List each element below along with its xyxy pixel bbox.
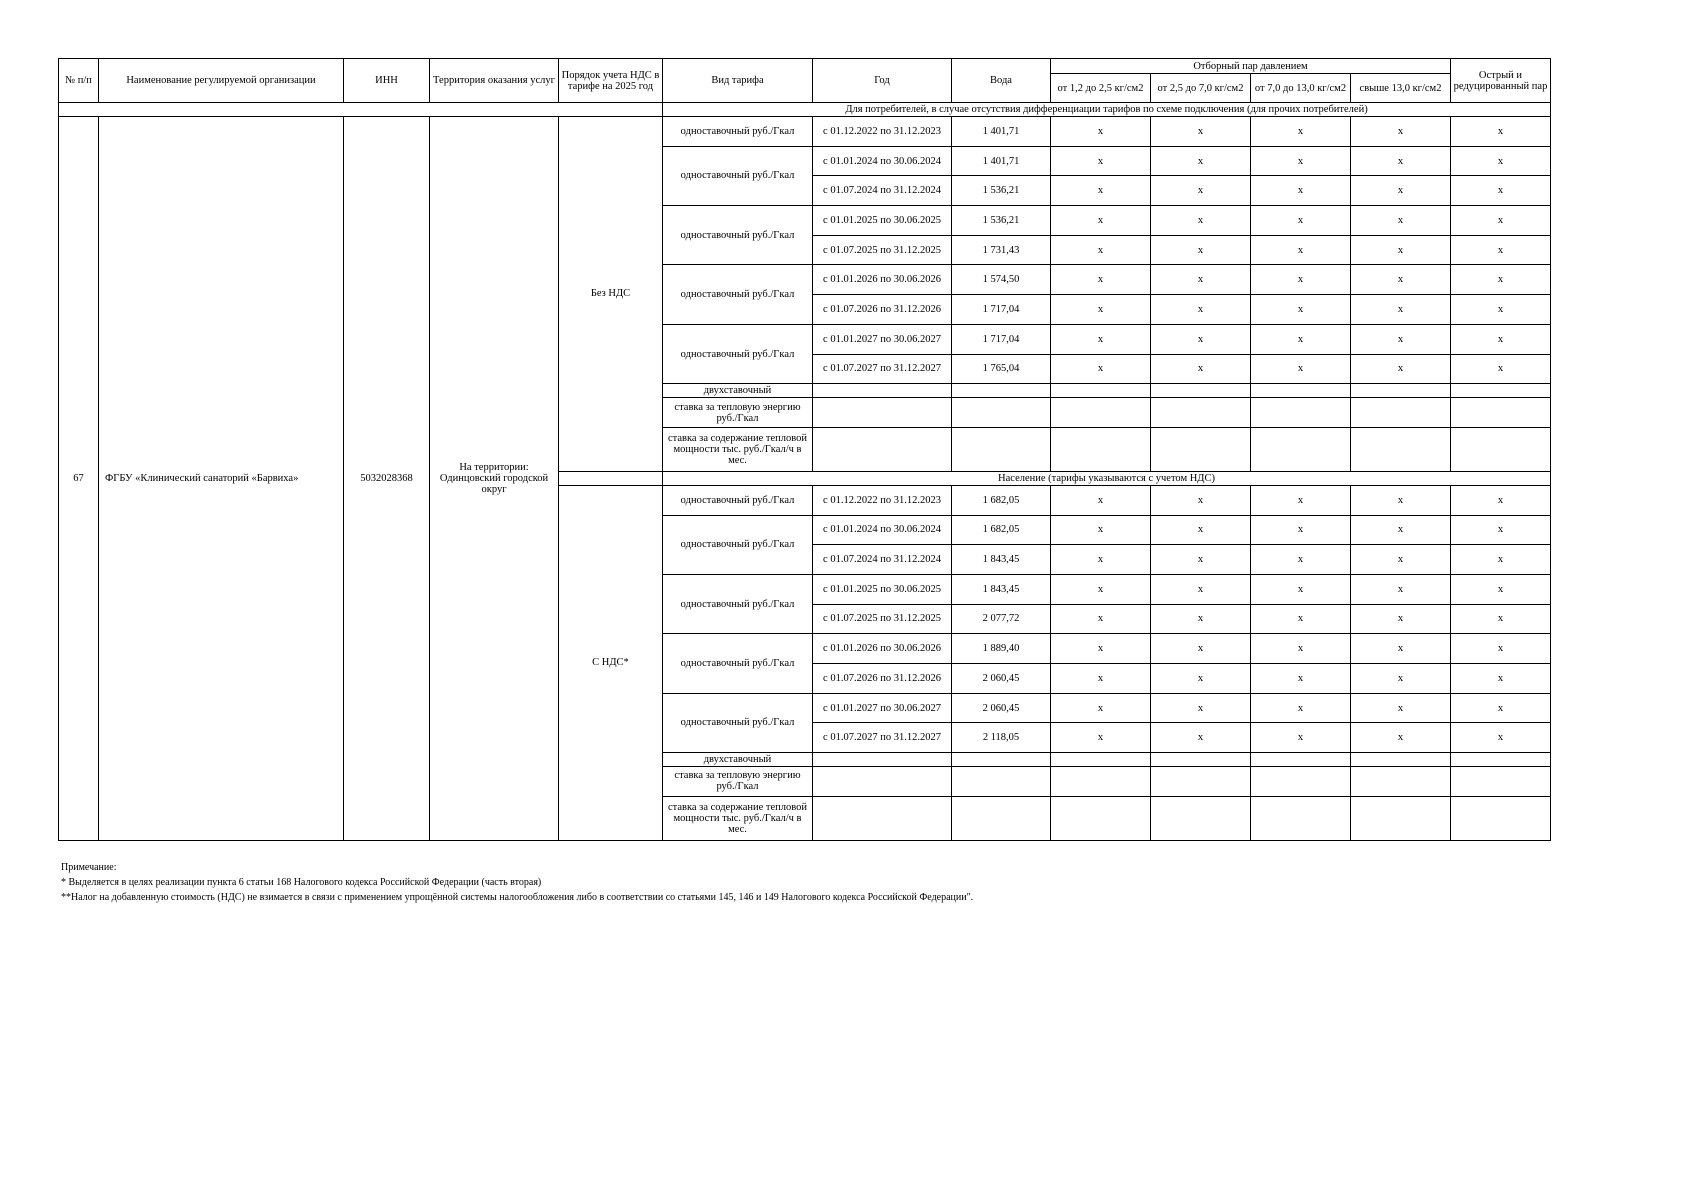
tariff-period: с 01.01.2024 по 30.06.2024 [813, 515, 952, 545]
tariff-period: с 01.07.2025 по 31.12.2025 [813, 604, 952, 634]
empty-mark-cell: x [1351, 354, 1451, 384]
tariff-water: 1 765,04 [952, 354, 1051, 384]
header-water: Вода [952, 59, 1051, 103]
empty-mark-cell: x [1251, 664, 1351, 694]
empty-mark-cell: x [1051, 604, 1151, 634]
header-steam-2: от 2,5 до 7,0 кг/см2 [1151, 74, 1251, 103]
empty-mark-cell: x [1451, 545, 1551, 575]
tariff-type: одноставочный руб./Гкал [663, 515, 813, 574]
empty-mark-cell: x [1251, 295, 1351, 325]
empty-mark-cell: x [1451, 515, 1551, 545]
empty-mark-cell: x [1151, 693, 1251, 723]
empty-cell [1251, 398, 1351, 428]
empty-mark-cell: x [1251, 515, 1351, 545]
empty-mark-cell: x [1051, 206, 1151, 236]
empty-mark-cell: x [1151, 146, 1251, 176]
empty-mark-cell: x [1151, 295, 1251, 325]
tariff-period: с 01.12.2022 по 31.12.2023 [813, 485, 952, 515]
vat-label: Без НДС [559, 117, 663, 472]
org-name: ФГБУ «Клинический санаторий «Барвиха» [99, 117, 344, 841]
notes [61, 860, 973, 905]
tariff-period: с 01.07.2024 по 31.12.2024 [813, 545, 952, 575]
empty-mark-cell: x [1151, 634, 1251, 664]
tariff-water: 2 060,45 [952, 664, 1051, 694]
tariff-water: 1 889,40 [952, 634, 1051, 664]
empty-mark-cell: x [1351, 176, 1451, 206]
empty-mark-cell: x [1351, 265, 1451, 295]
empty-mark-cell: x [1251, 206, 1351, 236]
empty-cell [1251, 753, 1351, 767]
empty-cell [952, 796, 1051, 840]
empty-cell [1451, 796, 1551, 840]
table-row [59, 103, 1551, 117]
empty-mark-cell: x [1151, 117, 1251, 147]
tariff-type: одноставочный руб./Гкал [663, 693, 813, 752]
tariff-type: одноставочный руб./Гкал [663, 485, 813, 515]
org-territory: На территории: Одинцовский городской округ [430, 117, 559, 841]
empty-mark-cell: x [1451, 604, 1551, 634]
empty-cell [813, 398, 952, 428]
blank-header-cell [59, 103, 663, 117]
empty-mark-cell: x [1451, 324, 1551, 354]
empty-mark-cell: x [1051, 295, 1151, 325]
empty-mark-cell: x [1051, 723, 1151, 753]
empty-mark-cell: x [1451, 146, 1551, 176]
tariff-type: одноставочный руб./Гкал [663, 634, 813, 693]
empty-mark-cell: x [1351, 324, 1451, 354]
tariff-water: 1 574,50 [952, 265, 1051, 295]
tariff-water: 1 536,21 [952, 206, 1051, 236]
empty-mark-cell: x [1451, 354, 1551, 384]
org-inn: 5032028368 [344, 117, 430, 841]
empty-mark-cell: x [1351, 723, 1451, 753]
tariff-water: 1 731,43 [952, 235, 1051, 265]
empty-mark-cell: x [1351, 485, 1451, 515]
header-steam-3: от 7,0 до 13,0 кг/см2 [1251, 74, 1351, 103]
empty-mark-cell: x [1451, 176, 1551, 206]
empty-mark-cell: x [1451, 664, 1551, 694]
header-year: Год [813, 59, 952, 103]
tariff-type: одноставочный руб./Гкал [663, 117, 813, 147]
header-inn: ИНН [344, 59, 430, 103]
note-1: * Выделяется в целях реализации пункта 6 статьи 168 Налогового кодекса Российской Федерации (часть вторая) [61, 877, 542, 888]
empty-mark-cell: x [1151, 664, 1251, 694]
empty-mark-cell: x [1451, 485, 1551, 515]
two-part-label: двухставочный [663, 753, 813, 767]
empty-mark-cell: x [1451, 574, 1551, 604]
empty-cell [1251, 384, 1351, 398]
tariff-water: 1 401,71 [952, 146, 1051, 176]
empty-mark-cell: x [1151, 265, 1251, 295]
tariff-period: с 01.01.2025 по 30.06.2025 [813, 574, 952, 604]
empty-cell [1351, 427, 1451, 471]
empty-mark-cell: x [1351, 146, 1451, 176]
empty-mark-cell: x [1351, 574, 1451, 604]
empty-cell [952, 384, 1051, 398]
tariff-type: одноставочный руб./Гкал [663, 206, 813, 265]
empty-cell [1451, 384, 1551, 398]
empty-cell [1051, 384, 1151, 398]
empty-mark-cell: x [1251, 485, 1351, 515]
capacity-rate-label: ставка за содержание тепловой мощности тыс. руб./Гкал/ч в мес. [663, 796, 813, 840]
empty-mark-cell: x [1151, 485, 1251, 515]
empty-mark-cell: x [1051, 515, 1151, 545]
empty-mark-cell: x [1451, 723, 1551, 753]
empty-mark-cell: x [1251, 235, 1351, 265]
empty-cell [1451, 427, 1551, 471]
empty-cell [813, 427, 952, 471]
empty-mark-cell: x [1251, 604, 1351, 634]
empty-mark-cell: x [1351, 664, 1451, 694]
empty-mark-cell: x [1251, 723, 1351, 753]
notes-title: Примечание: [61, 862, 117, 873]
empty-mark-cell: x [1151, 604, 1251, 634]
empty-cell [1051, 753, 1151, 767]
tariff-type: одноставочный руб./Гкал [663, 265, 813, 324]
empty-cell [1151, 398, 1251, 428]
empty-mark-cell: x [1051, 176, 1151, 206]
header-vat-order: Порядок учета НДС в тарифе на 2025 год [559, 59, 663, 103]
section-heading: Для потребителей, в случае отсутствия дифференциации тарифов по схеме подключения (для прочих потребителей) [663, 103, 1551, 117]
empty-cell [1151, 384, 1251, 398]
empty-cell [813, 796, 952, 840]
empty-mark-cell: x [1051, 235, 1151, 265]
tariff-water: 1 843,45 [952, 574, 1051, 604]
empty-cell [1351, 753, 1451, 767]
empty-cell [1351, 398, 1451, 428]
empty-mark-cell: x [1151, 324, 1251, 354]
tariff-water: 1 682,05 [952, 485, 1051, 515]
empty-mark-cell: x [1251, 545, 1351, 575]
header-steam-group: Отборный пар давлением [1051, 59, 1451, 74]
empty-cell [813, 753, 952, 767]
empty-cell [1251, 796, 1351, 840]
empty-mark-cell: x [1051, 146, 1151, 176]
empty-mark-cell: x [1351, 206, 1451, 236]
tariff-water: 1 717,04 [952, 324, 1051, 354]
empty-cell [1451, 767, 1551, 797]
header-steam-4: свыше 13,0 кг/см2 [1351, 74, 1451, 103]
empty-cell [952, 753, 1051, 767]
table-row [59, 117, 1551, 147]
empty-cell [952, 398, 1051, 428]
empty-mark-cell: x [1151, 545, 1251, 575]
empty-mark-cell: x [1251, 176, 1351, 206]
capacity-rate-label: ставка за содержание тепловой мощности тыс. руб./Гкал/ч в мес. [663, 427, 813, 471]
empty-cell [1051, 796, 1151, 840]
header-org-name: Наименование регулируемой организации [99, 59, 344, 103]
empty-mark-cell: x [1451, 634, 1551, 664]
empty-cell [1151, 427, 1251, 471]
tariff-period: с 01.01.2026 по 30.06.2026 [813, 265, 952, 295]
empty-mark-cell: x [1151, 206, 1251, 236]
empty-cell [1351, 384, 1451, 398]
tariff-water: 1 682,05 [952, 515, 1051, 545]
header-tariff-type: Вид тарифа [663, 59, 813, 103]
tariff-water: 2 060,45 [952, 693, 1051, 723]
tariff-period: с 01.07.2027 по 31.12.2027 [813, 354, 952, 384]
tariff-period: с 01.07.2026 по 31.12.2026 [813, 295, 952, 325]
tariff-type: одноставочный руб./Гкал [663, 324, 813, 383]
empty-mark-cell: x [1251, 324, 1351, 354]
empty-mark-cell: x [1351, 634, 1451, 664]
tariff-table [58, 58, 1551, 841]
empty-mark-cell: x [1351, 693, 1451, 723]
empty-mark-cell: x [1051, 354, 1151, 384]
tariff-period: с 01.01.2024 по 30.06.2024 [813, 146, 952, 176]
tariff-water: 1 401,71 [952, 117, 1051, 147]
tariff-water: 1 717,04 [952, 295, 1051, 325]
empty-mark-cell: x [1251, 146, 1351, 176]
empty-mark-cell: x [1051, 545, 1151, 575]
tariff-type: одноставочный руб./Гкал [663, 146, 813, 205]
empty-mark-cell: x [1451, 693, 1551, 723]
empty-cell [952, 427, 1051, 471]
empty-mark-cell: x [1451, 265, 1551, 295]
header-sharp-steam: Острый и редуцированный пар [1451, 59, 1551, 103]
empty-mark-cell: x [1051, 485, 1151, 515]
header-num: № п/п [59, 59, 99, 103]
empty-mark-cell: x [1351, 515, 1451, 545]
energy-rate-label: ставка за тепловую энергию руб./Гкал [663, 767, 813, 797]
empty-mark-cell: x [1351, 295, 1451, 325]
empty-mark-cell: x [1051, 634, 1151, 664]
empty-cell [813, 384, 952, 398]
two-part-label: двухставочный [663, 384, 813, 398]
empty-mark-cell: x [1251, 117, 1351, 147]
empty-mark-cell: x [1251, 693, 1351, 723]
header-territory: Территория оказания услуг [430, 59, 559, 103]
vat-label: С НДС* [559, 485, 663, 840]
empty-mark-cell: x [1151, 176, 1251, 206]
tariff-period: с 01.07.2027 по 31.12.2027 [813, 723, 952, 753]
empty-mark-cell: x [1051, 324, 1151, 354]
empty-mark-cell: x [1351, 604, 1451, 634]
tariff-water: 2 077,72 [952, 604, 1051, 634]
tariff-period: с 01.01.2025 по 30.06.2025 [813, 206, 952, 236]
empty-cell [1451, 398, 1551, 428]
empty-cell [1051, 767, 1151, 797]
empty-cell [1051, 398, 1151, 428]
empty-cell [1151, 767, 1251, 797]
empty-mark-cell: x [1151, 515, 1251, 545]
tariff-period: с 01.01.2027 по 30.06.2027 [813, 324, 952, 354]
empty-mark-cell: x [1151, 574, 1251, 604]
blank-vat-cell [559, 471, 663, 485]
tariff-period: с 01.12.2022 по 31.12.2023 [813, 117, 952, 147]
empty-mark-cell: x [1151, 723, 1251, 753]
empty-mark-cell: x [1051, 265, 1151, 295]
empty-mark-cell: x [1051, 664, 1151, 694]
empty-cell [1351, 767, 1451, 797]
empty-mark-cell: x [1051, 574, 1151, 604]
empty-mark-cell: x [1451, 235, 1551, 265]
header-steam-1: от 1,2 до 2,5 кг/см2 [1051, 74, 1151, 103]
empty-mark-cell: x [1251, 354, 1351, 384]
empty-mark-cell: x [1451, 206, 1551, 236]
energy-rate-label: ставка за тепловую энергию руб./Гкал [663, 398, 813, 428]
empty-mark-cell: x [1251, 265, 1351, 295]
tariff-period: с 01.01.2026 по 30.06.2026 [813, 634, 952, 664]
empty-cell [1251, 427, 1351, 471]
empty-mark-cell: x [1051, 117, 1151, 147]
empty-mark-cell: x [1451, 295, 1551, 325]
empty-cell [1051, 427, 1151, 471]
tariff-period: с 01.07.2025 по 31.12.2025 [813, 235, 952, 265]
section-heading: Население (тарифы указываются с учетом НДС) [663, 471, 1551, 485]
empty-mark-cell: x [1251, 634, 1351, 664]
tariff-water: 2 118,05 [952, 723, 1051, 753]
empty-cell [952, 767, 1051, 797]
tariff-type: одноставочный руб./Гкал [663, 574, 813, 633]
empty-mark-cell: x [1051, 693, 1151, 723]
tariff-period: с 01.07.2024 по 31.12.2024 [813, 176, 952, 206]
note-2: **Налог на добавленную стоимость (НДС) не взимается в связи с применением упрощённой системы налогообложения либо в соответствии со статьями 145, 146 и 149 Налогового кодекса Российской Федерации". [61, 892, 974, 903]
empty-mark-cell: x [1151, 235, 1251, 265]
empty-cell [1451, 753, 1551, 767]
empty-mark-cell: x [1451, 117, 1551, 147]
empty-mark-cell: x [1351, 545, 1451, 575]
empty-mark-cell: x [1151, 354, 1251, 384]
empty-mark-cell: x [1251, 574, 1351, 604]
empty-cell [1351, 796, 1451, 840]
empty-mark-cell: x [1351, 117, 1451, 147]
tariff-water: 1 843,45 [952, 545, 1051, 575]
tariff-period: с 01.07.2026 по 31.12.2026 [813, 664, 952, 694]
empty-cell [813, 767, 952, 797]
tariff-water: 1 536,21 [952, 176, 1051, 206]
empty-cell [1251, 767, 1351, 797]
empty-mark-cell: x [1351, 235, 1451, 265]
org-number: 67 [59, 117, 99, 841]
tariff-period: с 01.01.2027 по 30.06.2027 [813, 693, 952, 723]
empty-cell [1151, 753, 1251, 767]
empty-cell [1151, 796, 1251, 840]
